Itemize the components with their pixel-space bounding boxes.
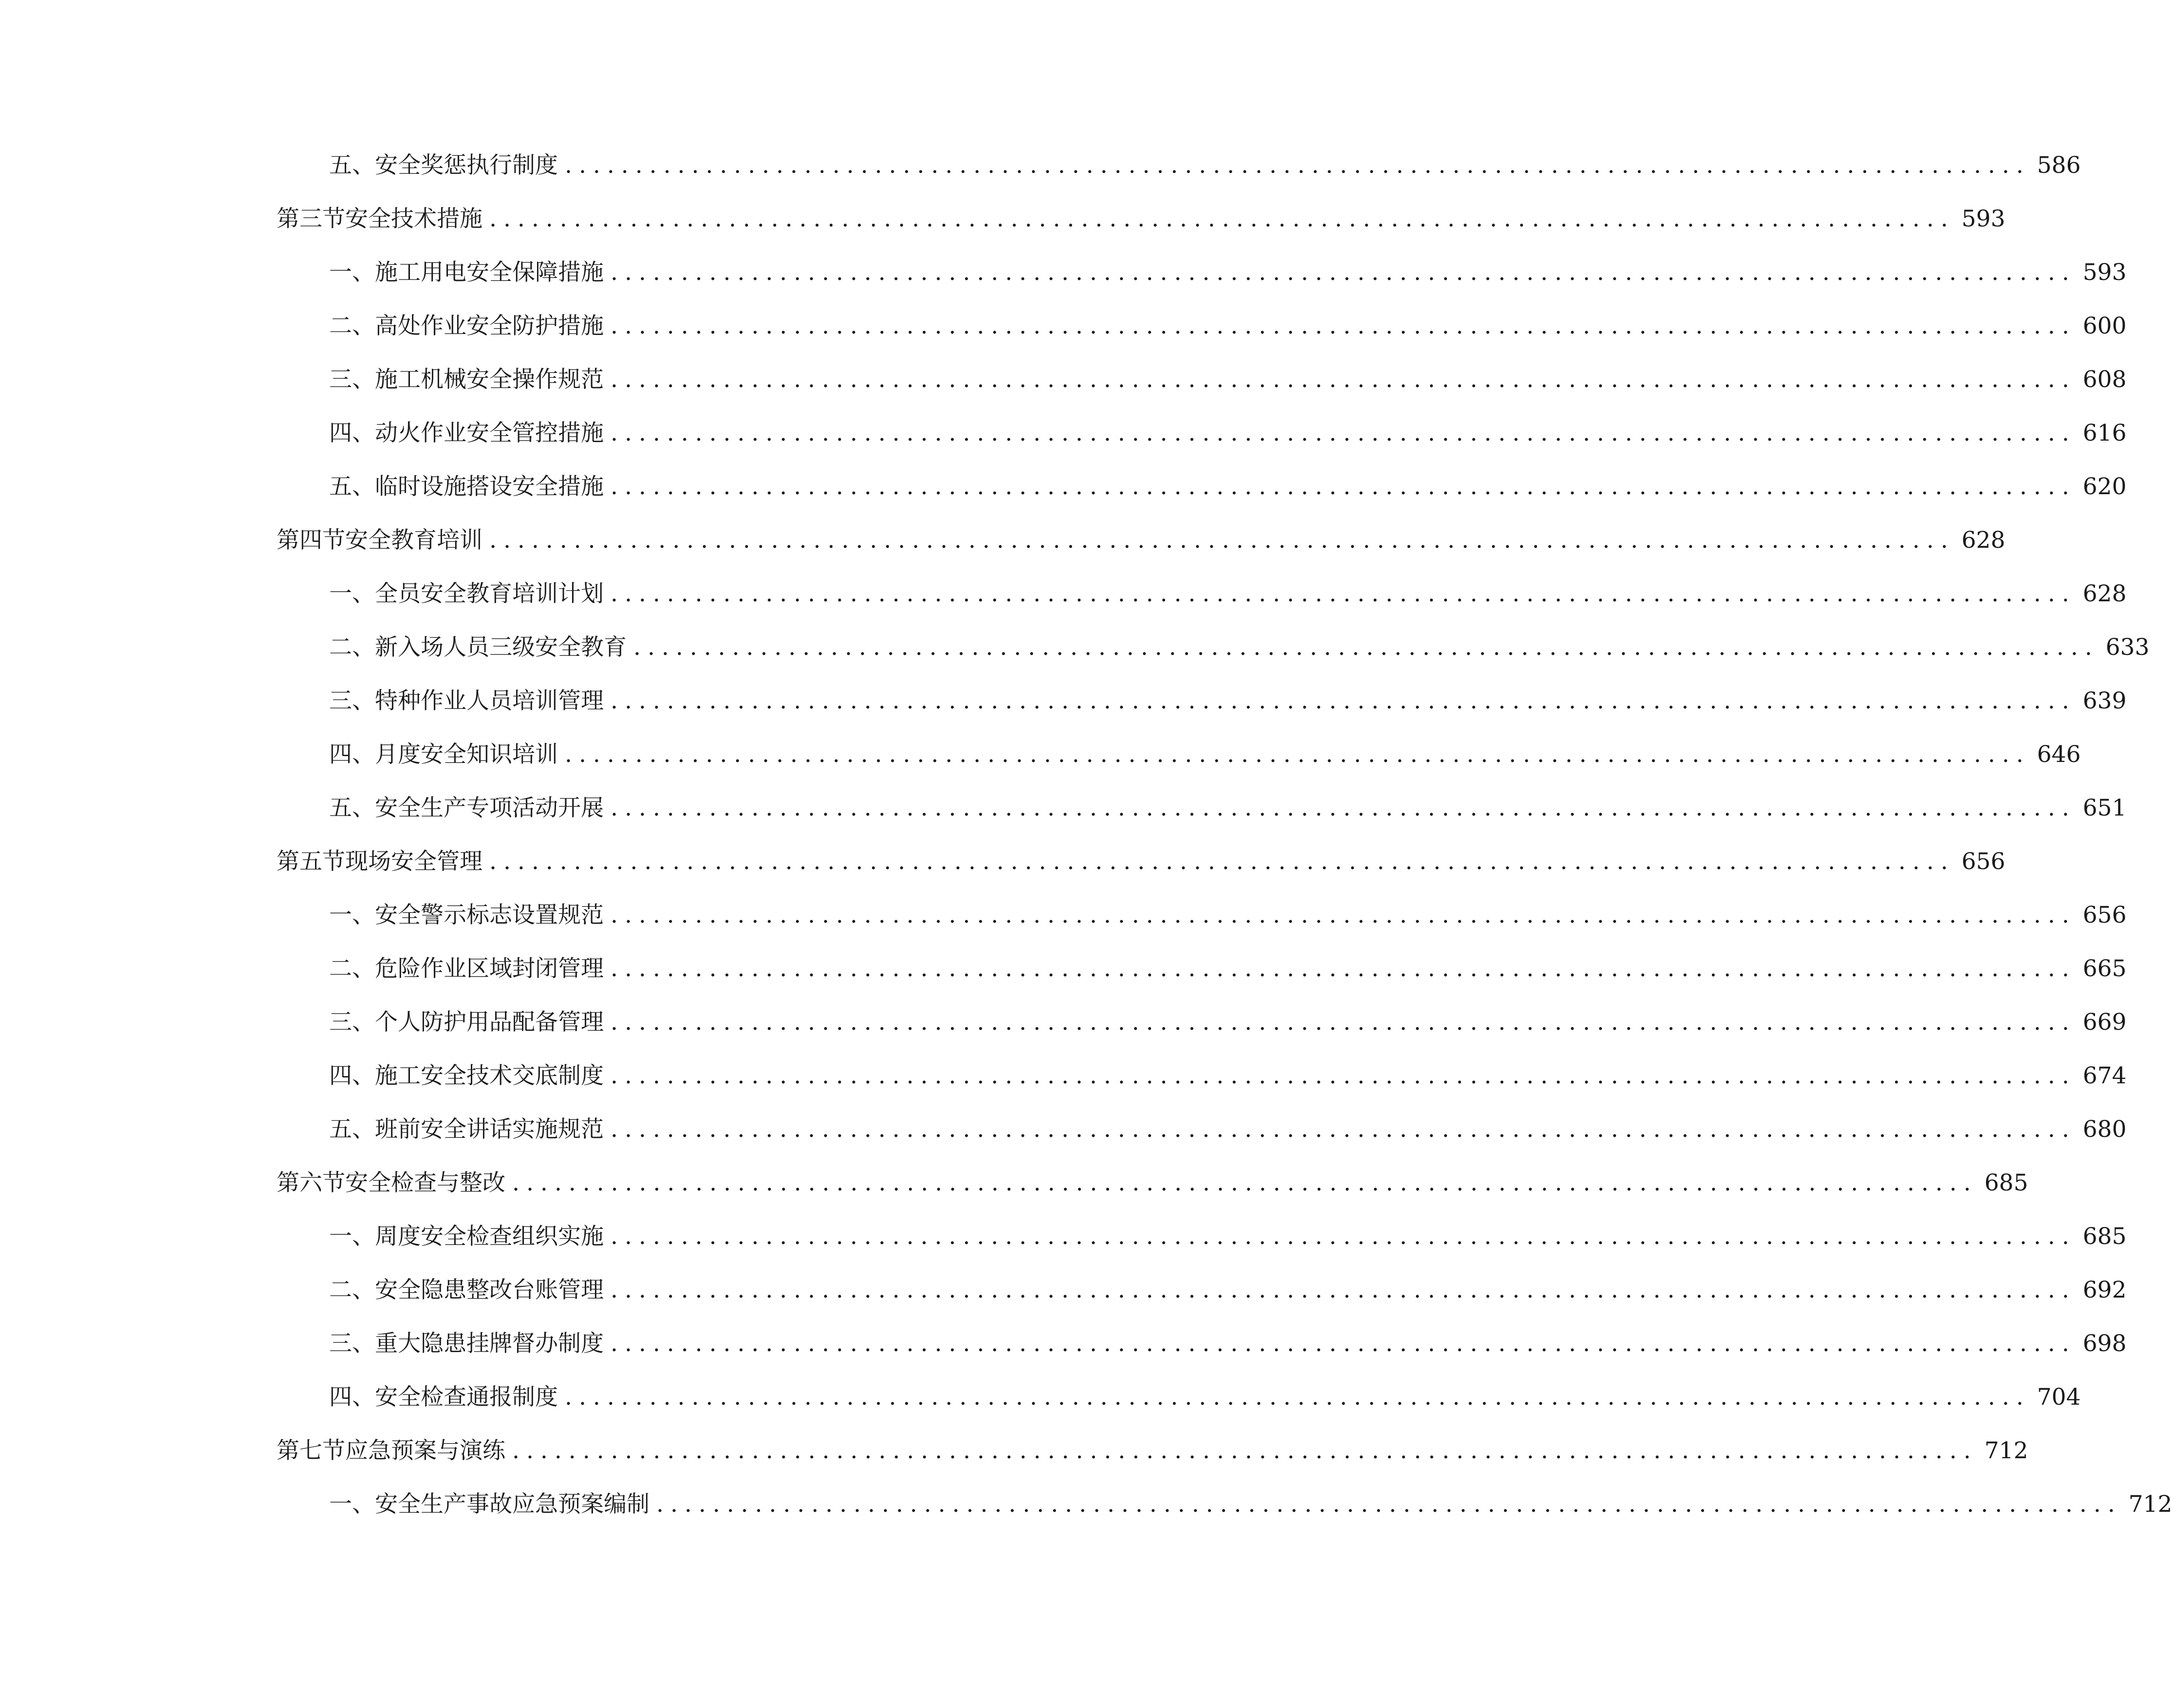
toc-leader-dots: ........................................................................................................: [656, 1491, 2122, 1518]
toc-entry-number: 三、: [329, 1330, 375, 1357]
toc-entry-title: 安全警示标志设置规范: [375, 902, 604, 928]
toc-entry-number: 二、: [329, 313, 375, 339]
toc-entry-number: 五、: [329, 473, 375, 500]
toc-entry-page: 628: [1961, 527, 2005, 554]
toc-entry-title: 高处作业安全防护措施: [375, 313, 604, 339]
toc-entry[interactable]: [277, 1159, 2028, 1198]
toc-leader-dots: ........................................................................................................: [565, 741, 2030, 768]
toc-entry[interactable]: [277, 463, 2127, 501]
toc-leader-dots: ........................................................................................................: [565, 152, 2030, 179]
toc-entry-title: 个人防护用品配备管理: [375, 1009, 604, 1036]
toc-entry-page: 628: [2082, 580, 2127, 607]
toc-entry[interactable]: [277, 516, 2005, 555]
toc-leader-dots: ........................................................................................................: [611, 1223, 2076, 1250]
toc-entry[interactable]: [277, 355, 2127, 394]
toc-entry-title: 临时设施搭设安全措施: [375, 473, 604, 500]
toc-entry-title: 周度安全检查组织实施: [375, 1223, 604, 1250]
toc-entry-title: 安全检查与整改: [345, 1170, 505, 1196]
toc-entry-title: 班前安全讲话实施规范: [375, 1116, 604, 1143]
toc-entry-title: 施工安全技术交底制度: [375, 1062, 604, 1089]
toc-entry[interactable]: [277, 1212, 2127, 1251]
toc-entry-page: 633: [2105, 634, 2150, 661]
toc-entry-number: 五、: [329, 152, 375, 179]
toc-entry-title: 特种作业人员培训管理: [375, 687, 604, 714]
toc-entry-number: 一、: [329, 259, 375, 286]
toc-entry[interactable]: [277, 141, 2081, 180]
toc-entry-title: 安全技术措施: [345, 205, 483, 232]
toc-entry[interactable]: [277, 1052, 2127, 1091]
toc-entry-number: 五、: [329, 1116, 375, 1143]
toc-leader-dots: ........................................................................................................: [611, 1277, 2076, 1303]
toc-entry-number: 一、: [329, 1223, 375, 1250]
toc-entry[interactable]: [277, 623, 2150, 662]
toc-entry[interactable]: [277, 998, 2127, 1037]
toc-entry-page: 651: [2082, 795, 2127, 821]
toc-leader-dots: ........................................................................................................: [489, 205, 1955, 232]
toc-entry-number: 四、: [329, 420, 375, 446]
toc-entry-number: 一、: [329, 1491, 375, 1518]
toc-entry-title: 安全隐患整改台账管理: [375, 1277, 604, 1303]
toc-entry-page: 712: [2128, 1491, 2172, 1518]
toc-entry[interactable]: [277, 891, 2127, 930]
toc-entry-page: 586: [2037, 152, 2081, 179]
toc-leader-dots: ........................................................................................................: [611, 795, 2076, 821]
toc-entry-page: 669: [2082, 1009, 2127, 1036]
toc-entry-title: 安全生产事故应急预案编制: [375, 1491, 650, 1518]
toc-entry-title: 危险作业区域封闭管理: [375, 955, 604, 982]
toc-entry-page: 616: [2082, 420, 2127, 446]
toc-leader-dots: ........................................................................................................: [633, 634, 2099, 661]
toc-entry[interactable]: [277, 945, 2127, 984]
toc-entry-page: 665: [2082, 955, 2127, 982]
toc-entry-number: 第五节: [277, 848, 345, 875]
toc-entry[interactable]: [277, 195, 2005, 234]
toc-entry-number: 一、: [329, 902, 375, 928]
toc-entry-number: 三、: [329, 687, 375, 714]
toc-leader-dots: ........................................................................................................: [611, 687, 2076, 714]
toc-entry-number: 第三节: [277, 205, 345, 232]
toc-leader-dots: ........................................................................................................: [512, 1437, 1978, 1464]
toc-leader-dots: ........................................................................................................: [611, 473, 2076, 500]
toc-entry-page: 692: [2082, 1277, 2127, 1303]
toc-entry-number: 第七节: [277, 1437, 345, 1464]
toc-entry-title: 月度安全知识培训: [375, 741, 558, 768]
toc-entry-page: 608: [2082, 366, 2127, 393]
toc-entry-number: 二、: [329, 955, 375, 982]
toc-leader-dots: ........................................................................................................: [489, 527, 1955, 554]
toc-entry-page: 680: [2082, 1116, 2127, 1143]
toc-entry-page: 685: [2082, 1223, 2127, 1250]
toc-entry-page: 593: [2082, 259, 2127, 286]
toc-entry-page: 593: [1961, 205, 2005, 232]
toc-entry-title: 安全生产专项活动开展: [375, 795, 604, 821]
toc-entry-number: 四、: [329, 741, 375, 768]
toc-entry[interactable]: [277, 1373, 2081, 1412]
toc-entry-title: 重大隐患挂牌督办制度: [375, 1330, 604, 1357]
toc-leader-dots: ........................................................................................................: [512, 1170, 1978, 1196]
toc-entry[interactable]: [277, 677, 2127, 716]
toc-leader-dots: ........................................................................................................: [611, 313, 2076, 339]
toc-leader-dots: ........................................................................................................: [611, 955, 2076, 982]
toc-entry-number: 三、: [329, 366, 375, 393]
toc-entry-page: 685: [1984, 1170, 2028, 1196]
toc-entry-number: 第四节: [277, 527, 345, 554]
toc-entry-number: 二、: [329, 634, 375, 661]
toc-entry-title: 全员安全教育培训计划: [375, 580, 604, 607]
toc-entry-page: 600: [2082, 313, 2127, 339]
toc-entry-page: 712: [1984, 1437, 2028, 1464]
toc-leader-dots: ........................................................................................................: [565, 1384, 2030, 1411]
toc-entry-number: 四、: [329, 1384, 375, 1411]
toc-entry[interactable]: [277, 248, 2127, 287]
toc-entry[interactable]: [277, 1427, 2028, 1466]
toc-entry-title: 安全教育培训: [345, 527, 483, 554]
toc-leader-dots: ........................................................................................................: [611, 1009, 2076, 1036]
toc-entry-page: 620: [2082, 473, 2127, 500]
toc-leader-dots: ........................................................................................................: [489, 848, 1955, 875]
toc-entry-title: 动火作业安全管控措施: [375, 420, 604, 446]
toc-leader-dots: ........................................................................................................: [611, 366, 2076, 393]
toc-entry-title: 新入场人员三级安全教育: [375, 634, 627, 661]
toc-entry-page: 704: [2037, 1384, 2081, 1411]
toc-entry-number: 一、: [329, 580, 375, 607]
toc-entry-page: 646: [2037, 741, 2081, 768]
toc-entry-page: 639: [2082, 687, 2127, 714]
toc-entry-title: 现场安全管理: [345, 848, 483, 875]
toc-entry-number: 四、: [329, 1062, 375, 1089]
toc-leader-dots: ........................................................................................................: [611, 420, 2076, 446]
toc-entry-number: 五、: [329, 795, 375, 821]
toc-entry-title: 安全检查通报制度: [375, 1384, 558, 1411]
toc-entry-title: 施工用电安全保障措施: [375, 259, 604, 286]
toc-entry[interactable]: [277, 302, 2127, 341]
toc-entry-page: 698: [2082, 1330, 2127, 1357]
toc-entry[interactable]: [277, 730, 2081, 769]
toc-entry-title: 应急预案与演练: [345, 1437, 505, 1464]
toc-leader-dots: ........................................................................................................: [611, 1116, 2076, 1143]
toc-entry[interactable]: [277, 784, 2127, 823]
toc-leader-dots: ........................................................................................................: [611, 1062, 2076, 1089]
toc-entry[interactable]: [277, 1266, 2127, 1305]
toc-entry-title: 安全奖惩执行制度: [375, 152, 558, 179]
toc-entry-number: 第六节: [277, 1170, 345, 1196]
toc-entry-title: 施工机械安全操作规范: [375, 366, 604, 393]
toc-leader-dots: ........................................................................................................: [611, 580, 2076, 607]
toc-entry-number: 二、: [329, 1277, 375, 1303]
toc-leader-dots: ........................................................................................................: [611, 902, 2076, 928]
toc-entry[interactable]: [277, 1480, 2172, 1519]
toc-entry-page: 674: [2082, 1062, 2127, 1089]
toc-leader-dots: ........................................................................................................: [611, 259, 2076, 286]
toc-entry[interactable]: [277, 837, 2005, 876]
toc-entry-number: 三、: [329, 1009, 375, 1036]
toc-entry[interactable]: [277, 570, 2127, 609]
toc-leader-dots: ........................................................................................................: [611, 1330, 2076, 1357]
toc-entry[interactable]: [277, 1319, 2127, 1358]
toc-entry[interactable]: [277, 1105, 2127, 1144]
toc-entry[interactable]: [277, 409, 2127, 448]
toc-entry-page: 656: [2082, 902, 2127, 928]
toc-entry-page: 656: [1961, 848, 2005, 875]
